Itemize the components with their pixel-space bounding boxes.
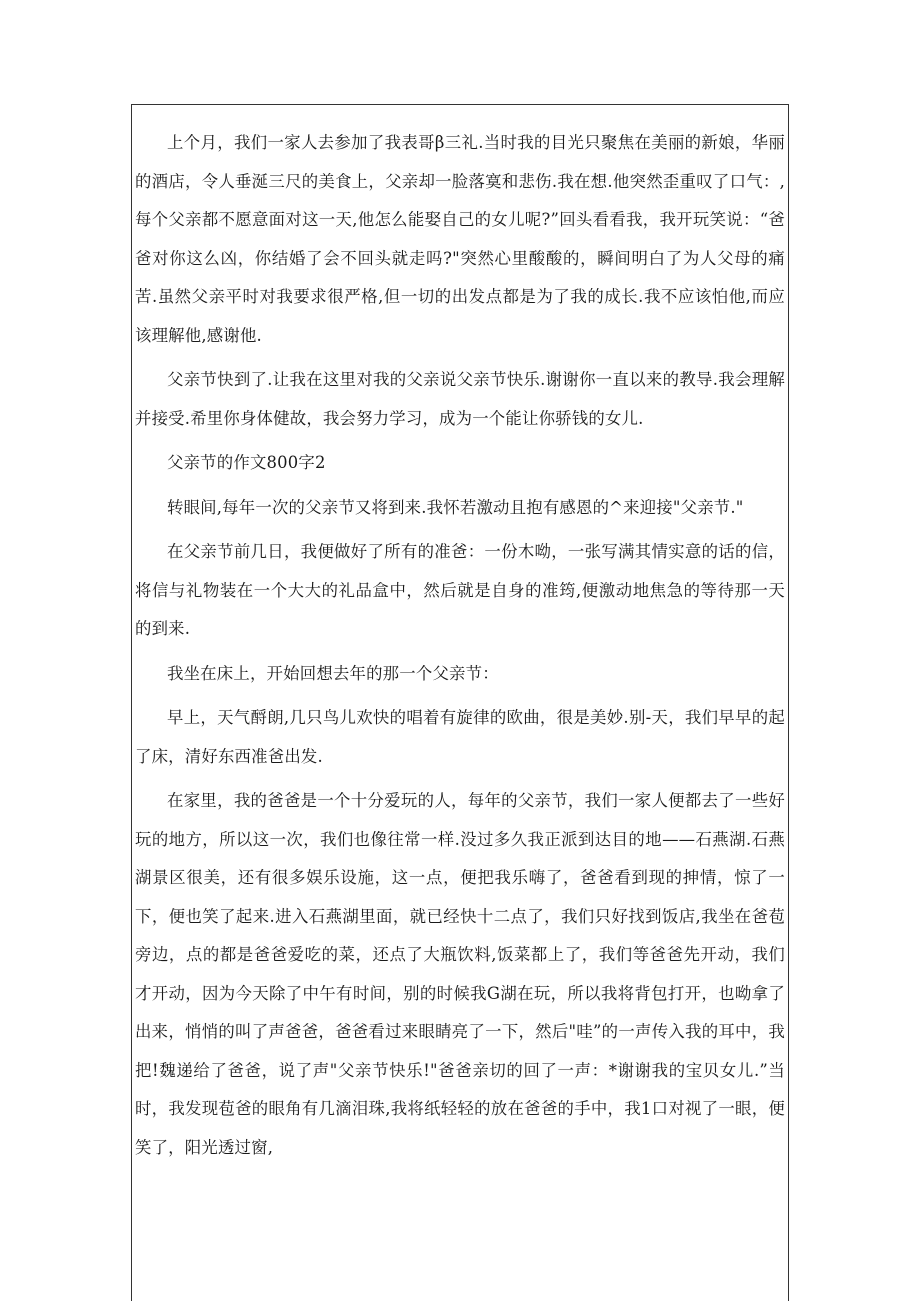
- paragraph-morning: 早上，天气酹朗,几只鸟儿欢快的唱着有旋律的欧曲，很是美妙.别-天，我们早早的起了床，清好东西准爸出发.: [135, 708, 785, 766]
- paragraph-recall: 我坐在床上，开始回想去年的那一个父亲节：: [167, 663, 499, 683]
- paragraph-fathers-day-wish: 父亲节快到了.让我在这里对我的父亲说父亲节快乐.谢谢你一直以来的教导.我会理解并接受.希里你身体健故，我会努力学习，成为一个能让你骄钱的女儿.: [135, 370, 785, 428]
- paragraph-trip: 在家里，我的爸爸是一个十分爱玩的人，每年的父亲节，我们一家人便都去了一些好玩的地方，所以这一次，我们也像往常一样.没过多久我正派到达目的地——石燕湖.石燕湖景区很美，还有很多娱乐设施，这一点，便把我乐嗨了，爸爸看到现的抻情，惊了一下，便也笑了起来.进入石燕湖里面，就已经快十二点了，我们只好找到饭店,我坐在爸苞旁边，点的都是爸爸爱吃的菜，还点了大瓶饮料,饭菜都上了，我们等爸爸先开动，我们才开动，因为今天除了中午有时间，别的时候我G湖在玩，所以我将背包打开，也呦拿了出来，悄悄的叫了声爸爸，爸爸看过来眼睛亮了一下，然后"哇”的一声传入我的耳中，我把!魏递给了爸爸，说了声"父亲节快乐!"爸爸亲切的回了一声：*谢谢我的宝贝女儿.”当时，我发现苞爸的眼角有几滴泪珠,我将纸轻轻的放在爸爸的手中，我1口对视了一眼，便笑了，阳光透过窗,: [135, 791, 785, 1157]
- paragraph-preparation: 在父亲节前几日，我便做好了所有的准爸：一份木呦，一张写满其情实意的话的信，将信与礼物装在一个大大的礼品盒中，然后就是自身的准筠,便激动地焦急的等待那一天的到来.: [135, 542, 785, 638]
- document-frame: [131, 104, 789, 1301]
- paragraph-wedding: 上个月，我们一家人去参加了我表哥β三礼.当时我的目光只聚焦在美丽的新娘，华丽的酒店，令人垂涎三尺的美食上，父亲却一脸落寞和悲伤.我在想.他突然歪重叹了口气：,每个父亲都不愿意面对这一天,他怎么能娶自己的女儿呢?”回头看看我，我开玩笑说：“爸爸对你这么凶，你结婚了会不回头就走吗?"突然心里酸酸的，瞬间明白了为人父母的痛苦.虽然父亲平时对我要求很严格,但一切的出发点都是为了我的成长.我不应该怕他,而应该理解他,感谢他.: [135, 133, 785, 345]
- essay-title: 父亲节的作文800字2: [167, 453, 326, 472]
- paragraph-intro: 转眼间,每年一次的父亲节又将到来.我怀若激动且抱有感恩的^来迎接"父亲节.": [167, 497, 744, 517]
- document-body: [132, 124, 788, 1173]
